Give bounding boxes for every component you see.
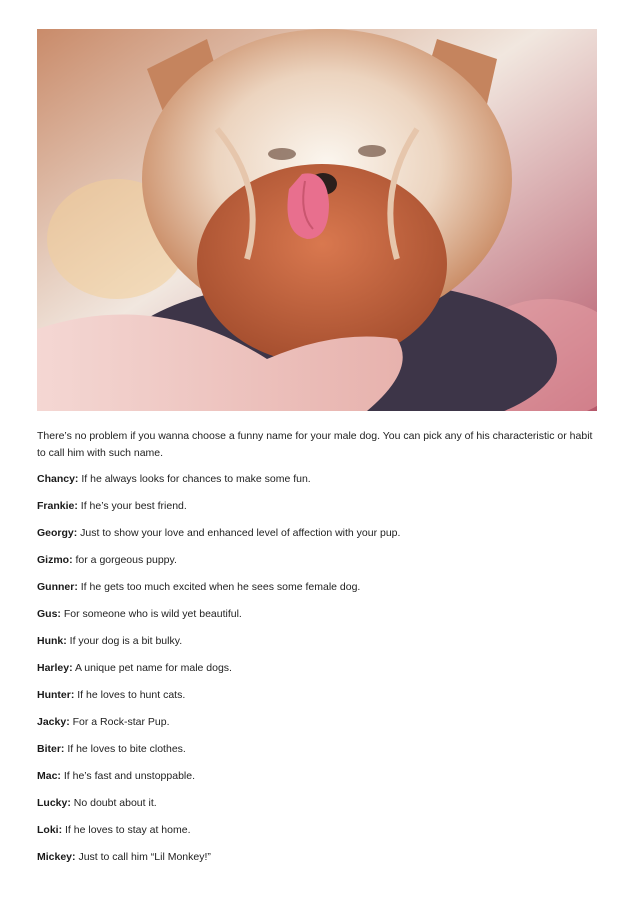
list-item [37,633,602,650]
list-item [37,579,602,596]
name-description: If he always looks for chances to make some fun. [78,473,311,485]
list-item [37,660,602,677]
article-body [37,428,602,876]
name-description: A unique pet name for male dogs. [72,662,232,674]
name-description: If he loves to stay at home. [62,824,191,836]
list-item [37,471,602,488]
list-item [37,741,602,758]
dog-photo [37,29,597,411]
dog-name: Gunner: [37,581,78,593]
dog-name: Gizmo: [37,554,73,566]
list-item [37,768,602,785]
list-item [37,714,602,731]
dog-name: Mickey: [37,851,76,863]
dog-name: Chancy: [37,473,79,485]
name-description: No doubt about it. [70,797,157,809]
list-item [37,525,602,542]
dog-name: Harley: [37,662,73,674]
name-description: For a Rock-star Pup. [69,716,170,728]
list-item [37,822,602,839]
intro-paragraph: There’s no problem if you wanna choose a funny name for your male dog. You can pick any of his characteristic or habit to call him with such name. [37,430,593,459]
list-item [37,687,602,704]
dog-name: Hunk: [37,635,67,647]
dog-name: Mac: [37,770,61,782]
name-description: If he loves to hunt cats. [74,689,186,701]
dog-name: Georgy: [37,527,78,539]
name-description: If he gets too much excited when he sees some female dog. [77,581,361,593]
dog-name: Gus: [37,608,61,620]
list-item [37,849,602,866]
name-description: If he’s your best friend. [77,500,187,512]
dog-name: Jacky: [37,716,70,728]
list-item [37,552,602,569]
list-item [37,795,602,812]
dog-name: Lucky: [37,797,71,809]
name-list [37,471,602,866]
list-item [37,606,602,623]
dog-name: Hunter: [37,689,75,701]
list-item [37,498,602,515]
name-description: Just to show your love and enhanced level of affection with your pup. [77,527,401,539]
dog-name: Biter: [37,743,65,755]
name-description: For someone who is wild yet beautiful. [60,608,242,620]
name-description: for a gorgeous puppy. [72,554,177,566]
name-description: If your dog is a bit bulky. [66,635,183,647]
dog-name: Loki: [37,824,63,836]
name-description: If he loves to bite clothes. [64,743,186,755]
name-description: If he’s fast and unstoppable. [60,770,196,782]
name-description: Just to call him “Lil Monkey!” [75,851,211,863]
dog-name: Frankie: [37,500,78,512]
